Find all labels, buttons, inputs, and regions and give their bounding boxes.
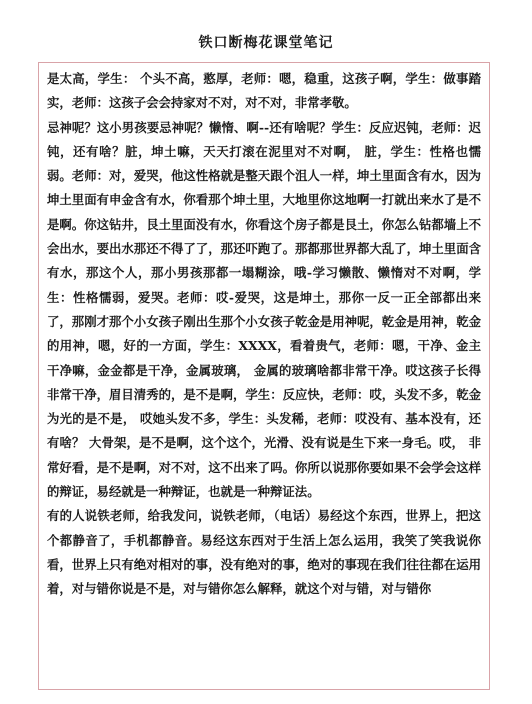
paragraph-1: 是太高，学生： 个头不高，憨厚，老师：嗯，稳重，这孩子啊，学生：做事踏实，老师：这孩子会会持家对不对，对不对，非常孝敬。 [47,71,481,111]
paragraph-2: 忌神呢？这小男孩要忌神呢？懒惰、啊--还有啥呢？学生：反应迟钝，老师：迟钝，还有啥？脏，坤土嘛，天天打滚在泥里对不对啊， 脏，学生：性格也懦弱。老师：对，爱哭，他这性格就是整天跟个沮人一样，坤土里面含有水，因为坤土里面有申金含有水，你看那个坤土里，大地里你这地啊一打就出来水了是不是啊。你这钻井，艮土里面没有水，你看这个房子都是艮土，你怎么钻都墙上不会出水，要出水那还不得了了，那还吓跑了。那都那世界都大乱了，坤土里面含有水，那这个人，那小男孩那都一塌糊涂，哦-学习懒散、懒惰对不对啊，学生：性格懦弱，爱哭。老师：哎-爱哭，这是坤土，那你一反一正全部都出来了，那刚才那个小女孩子刚出生那个小女孩子乾金是用神呢，乾金是用神，乾金的用神，嗯，好的一方面，学生：XXXX，看着贵气，老师：嗯，干净、金主干净嘛，金金都是干净，金属玻璃， 金属的玻璃啥都非常干净。哎这孩子长得非常干净，眉目清秀的，是不是啊，学生：反应快，老师：哎，头发不多，乾金为光的是不是， 哎她头发不多，学生：头发稀，老师：哎没有、基本没有，还有啥？ 大骨架，是不是啊，这个这个，光滑、没有说是生下来一身毛。哎， 非常好看，是不是啊，对不对，这不出来了吗。你所以说那你要如果不会学会这样的辩证，易经就是一种辩证，也就是一种辩证法。 [47,119,481,500]
notes-body [39,63,489,602]
paragraph-3: 有的人说铁老师，给我发问，说铁老师，（电话）易经这个东西，世界上，把这个都静音了，手机都静音。易经这东西对于生活上怎么运用，我笑了笑我说你看，世界上只有绝对相对的事，没有绝对的事，绝对的事现在我们往往都在运用着，对与错你说是不是，对与错你怎么解释，就这个对与错，对与错你 [47,508,481,597]
page-title: 铁口断梅花课堂笔记 [198,35,334,51]
notes-frame [38,62,490,690]
